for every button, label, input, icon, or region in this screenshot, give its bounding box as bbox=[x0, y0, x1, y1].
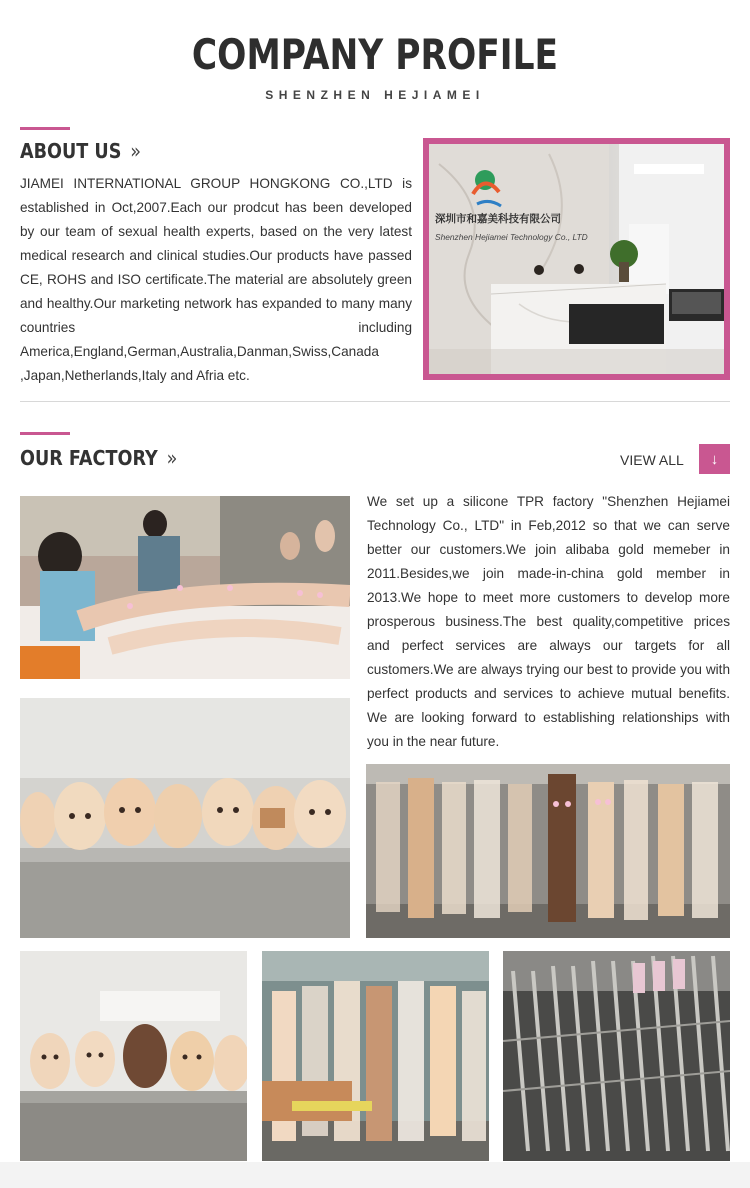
factory-heading-label: OUR FACTORY bbox=[20, 446, 158, 470]
factory-heading bbox=[20, 446, 177, 470]
about-heading bbox=[20, 139, 141, 163]
page-title: COMPANY PROFILE bbox=[191, 30, 559, 79]
arrow-down-icon: ↓ bbox=[710, 450, 719, 468]
factory-photo-rack bbox=[262, 951, 489, 1161]
factory-photo-heads-2 bbox=[20, 951, 247, 1161]
sign-chinese: 深圳市和嘉美科技有限公司 bbox=[435, 213, 561, 225]
page-bottom-strip bbox=[0, 1162, 750, 1188]
about-description: JIAMEI INTERNATIONAL GROUP HONGKONG CO.,LTD is established in Oct,2007.Each our prodcut has been developed by our team of sexual health experts, based on the very latest medical research and clinical studies.Our products have passed CE, ROHS and ISO certificate.The material are absolutely green and healthy.Our marketing network has expanded to many many countries including America,England,German,Australia,Danman,Swiss,Canada ,Japan,Netherlands,Italy and Afria etc. bbox=[20, 176, 412, 383]
view-all-button[interactable] bbox=[699, 444, 730, 474]
factory-description: We set up a silicone TPR factory "Shenzhen Hejiamei Technology Co., LTD" in Feb,2012 so that we can serve better our customers.We join alibaba gold memeber in 2011.Besides,we join made-in-china gold member in 2013.We hope to meet more customers to develop more prosperous business.The best quality,competitive prices and perfect services are always our targets for all customers.We are always trying our best to provide you with perfect products and services to achieve mutual benefits. We are looking forward to establishing relationships with you in the near future. bbox=[367, 494, 730, 749]
view-all-link[interactable]: VIEW ALL bbox=[620, 452, 684, 468]
sign-english: Shenzhen Hejiamei Technology Co., LTD bbox=[435, 232, 588, 242]
factory-photo-hanging bbox=[366, 764, 730, 938]
about-heading-label: ABOUT US bbox=[20, 139, 122, 163]
factory-photo-skeletons bbox=[503, 951, 730, 1161]
about-accent-bar bbox=[20, 127, 70, 130]
section-divider bbox=[20, 401, 730, 402]
chevron-double-right-icon: » bbox=[166, 446, 178, 470]
factory-accent-bar bbox=[20, 432, 70, 435]
chevron-double-right-icon: » bbox=[130, 139, 141, 163]
factory-photo-workers bbox=[20, 496, 350, 679]
reception-photo bbox=[423, 138, 730, 380]
factory-photo-heads bbox=[20, 698, 350, 938]
page-subtitle: SHENZHEN HEJIAMEI bbox=[265, 88, 485, 102]
